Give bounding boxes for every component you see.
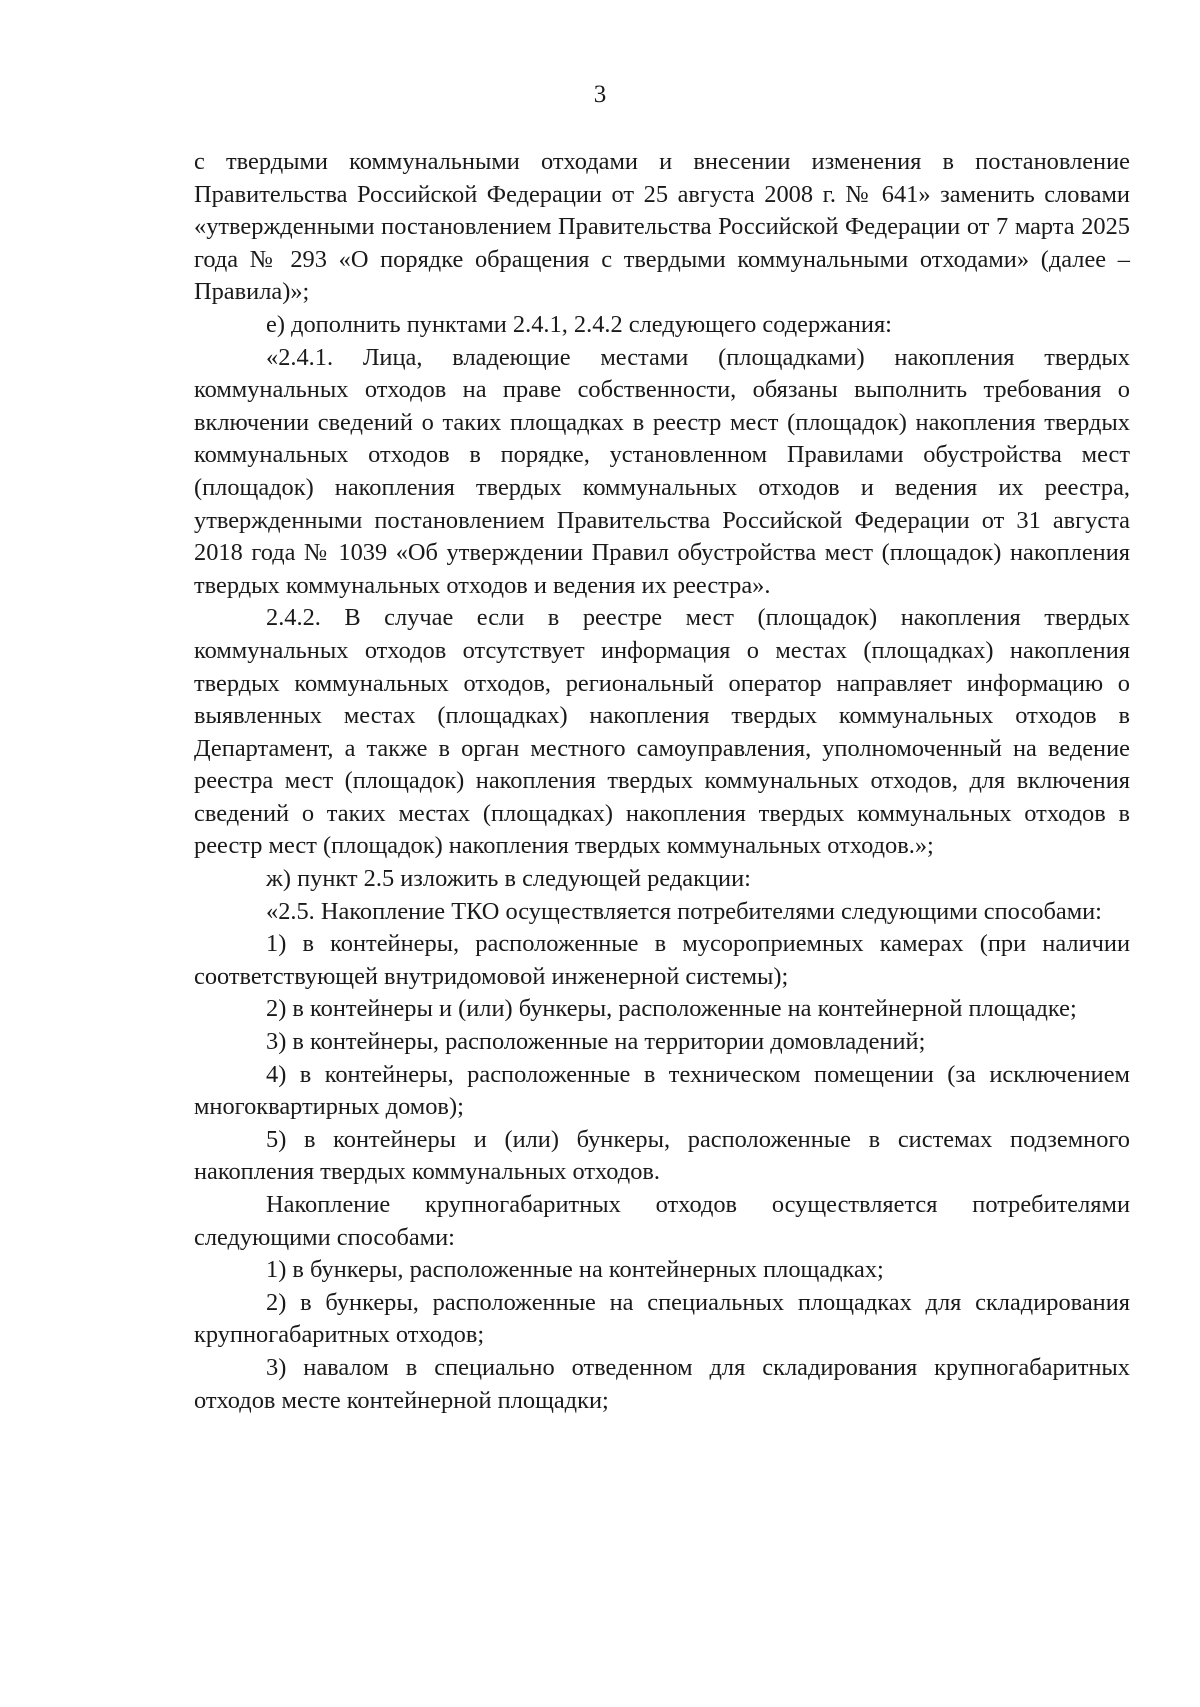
paragraph-item-zh: ж) пункт 2.5 изложить в следующей редакции:	[266, 865, 751, 893]
list-item-bulky-2: 2) в бункеры, расположенные на специальных площадках для складирования крупногабаритных отходов;	[194, 1288, 1130, 1349]
list-item-tko-3: 3) в контейнеры, расположенные на территории домовладений;	[266, 1028, 926, 1056]
paragraph-2-4-1: «2.4.1. Лица, владеющие местами (площадками) накопления твердых коммунальных отходов на праве собственности, обязаны выполнить требования о включении сведений о таких площадках в реестр мест (площадок) накопления твердых коммунальных отходов в порядке, установленном Правилами обустройства мест (площадок) накопления твердых коммунальных отходов и ведения их реестра, утвержденными постановлением Правительства Российской Федерации от 31 августа 2018 года № 1039 «Об утверждении Правил обустройства мест (площадок) накопления твердых коммунальных отходов и ведения их реестра».	[194, 343, 1130, 599]
list-item-tko-5: 5) в контейнеры и (или) бункеры, расположенные в системах подземного накопления твердых коммунальных отходов.	[194, 1125, 1130, 1186]
paragraph-2-5: «2.5. Накопление ТКО осуществляется потребителями следующими способами:	[266, 897, 1102, 925]
list-item-tko-1: 1) в контейнеры, расположенные в мусороприемных камерах (при наличии соответствующей внутридомовой инженерной системы);	[194, 930, 1130, 990]
list-item-tko-4: 4) в контейнеры, расположенные в техническом помещении (за исключением многоквартирных домов);	[194, 1060, 1130, 1121]
list-item-tko-2: 2) в контейнеры и (или) бункеры, расположенные на контейнерной площадке;	[266, 995, 1077, 1023]
list-item-bulky-3: 3) навалом в специально отведенном для складирования крупногабаритных отходов месте контейнерной площадки;	[194, 1353, 1130, 1414]
paragraph-2-4-2: 2.4.2. В случае если в реестре мест (площадок) накопления твердых коммунальных отходов отсутствует информация о местах (площадках) накопления твердых коммунальных отходов, региональный оператор направляет информацию о выявленных местах (площадках) накопления твердых коммунальных отходов в Департамент, а также в орган местного самоуправления, уполномоченный на ведение реестра мест (площадок) накопления твердых коммунальных отходов, для включения сведений о таких местах (площадках) накопления твердых коммунальных отходов в реестр мест (площадок) накопления твердых коммунальных отходов.»;	[194, 604, 1130, 860]
list-item-bulky-1: 1) в бункеры, расположенные на контейнерных площадках;	[266, 1256, 884, 1284]
page-number: 3	[593, 81, 607, 108]
document-body	[194, 146, 1130, 1417]
paragraph-item-e: е) дополнить пунктами 2.4.1, 2.4.2 следующего содержания:	[266, 310, 892, 338]
paragraph-continuation: с твердыми коммунальными отходами и внесении изменения в постановление Правительства Российской Федерации от 25 августа 2008 г. № 641» заменить словами «утвержденными постановлением Правительства Российской Федерации от 7 марта 2025 года № 293 «О порядке обращения с твердыми коммунальными отходами» (далее – Правила)»;	[194, 148, 1130, 306]
paragraph-bulky-waste: Накопление крупногабаритных отходов осуществляется потребителями следующими способами:	[194, 1191, 1130, 1251]
